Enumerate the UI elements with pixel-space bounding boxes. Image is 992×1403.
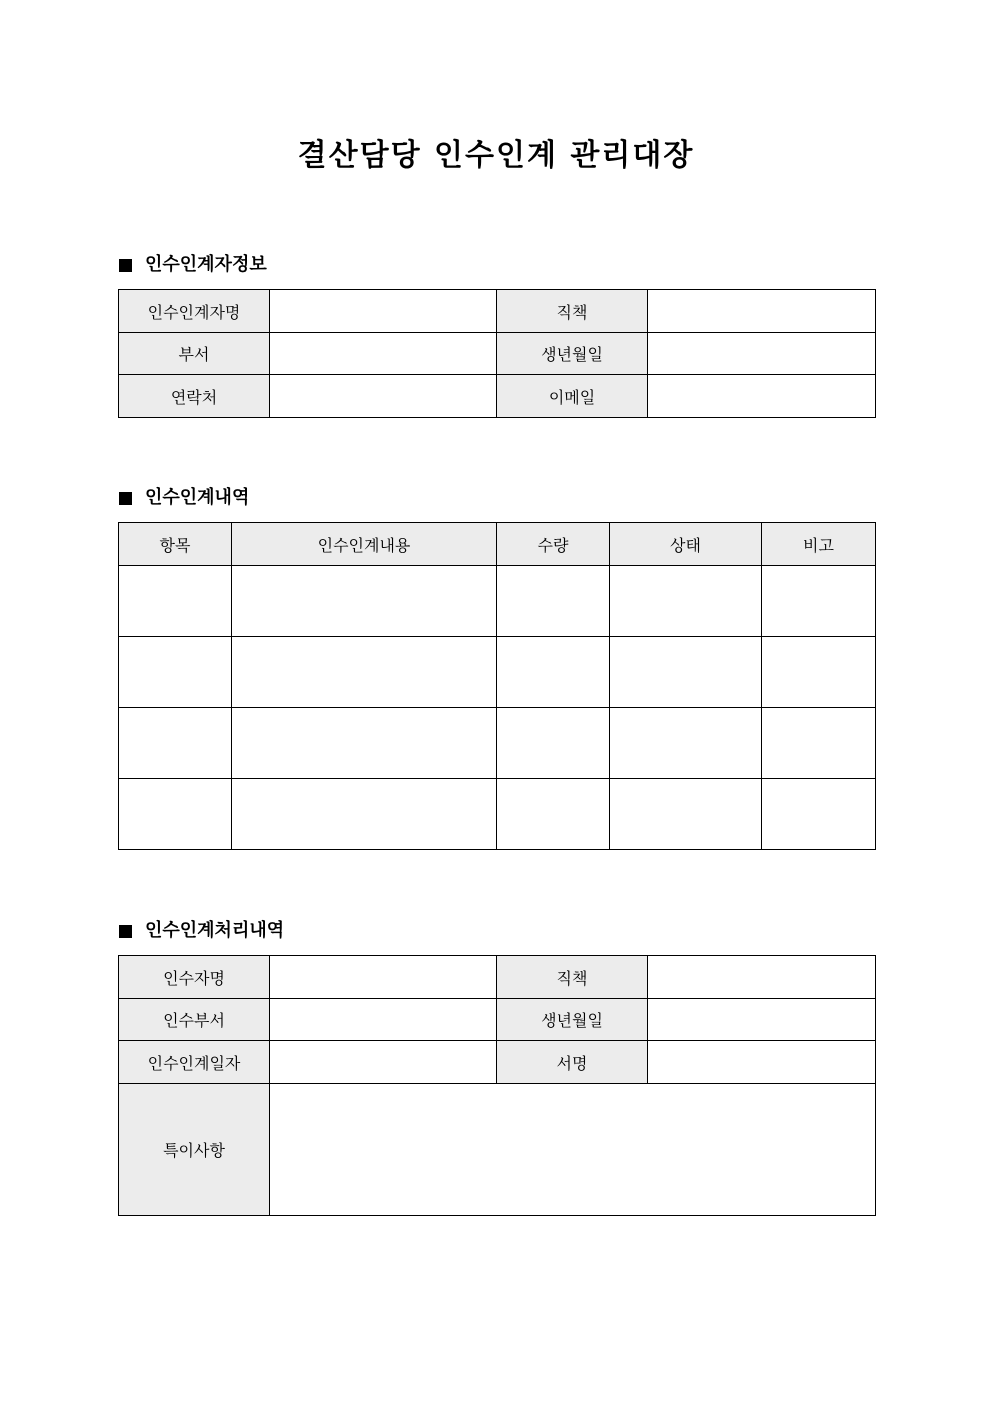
quantity-cell[interactable] — [497, 566, 610, 637]
table-row — [119, 333, 876, 375]
square-bullet-icon — [119, 259, 132, 272]
table-row — [119, 999, 876, 1041]
item-cell[interactable] — [119, 708, 232, 779]
document-title: 결산담당 인수인계 관리대장 — [297, 138, 695, 173]
receiver-position-field[interactable] — [648, 956, 876, 999]
table-row — [119, 1084, 876, 1216]
status-cell[interactable] — [610, 708, 762, 779]
label-email: 이메일 — [497, 375, 648, 418]
receiver-department-field[interactable] — [270, 999, 497, 1041]
section-heading-label: 인수인계처리내역 — [145, 920, 285, 941]
note-cell[interactable] — [762, 708, 876, 779]
note-cell[interactable] — [762, 566, 876, 637]
giver-name-field[interactable] — [270, 290, 497, 333]
status-cell[interactable] — [610, 779, 762, 850]
department-field[interactable] — [270, 333, 497, 375]
remarks-field[interactable] — [270, 1084, 876, 1216]
position-field[interactable] — [648, 290, 876, 333]
label-receiver-department: 인수부서 — [119, 999, 270, 1041]
label-position: 직책 — [497, 956, 648, 999]
section-heading-handover-items — [119, 485, 249, 511]
item-cell[interactable] — [119, 779, 232, 850]
column-header-content: 인수인계내용 — [232, 523, 497, 566]
content-cell[interactable] — [232, 708, 497, 779]
label-position: 직책 — [497, 290, 648, 333]
item-cell[interactable] — [119, 637, 232, 708]
section-heading-giver-info — [119, 252, 267, 278]
table-row — [119, 290, 876, 333]
giver-info-table — [118, 289, 876, 418]
section-heading-handover-processing — [119, 918, 284, 944]
label-remarks: 특이사항 — [119, 1084, 270, 1216]
table-row — [119, 566, 876, 637]
square-bullet-icon — [119, 925, 132, 938]
table-row — [119, 708, 876, 779]
email-field[interactable] — [648, 375, 876, 418]
column-header-quantity: 수량 — [497, 523, 610, 566]
square-bullet-icon — [119, 492, 132, 505]
section-heading-label: 인수인계내역 — [145, 487, 250, 508]
signature-field[interactable] — [648, 1041, 876, 1084]
receiver-name-field[interactable] — [270, 956, 497, 999]
column-header-note: 비고 — [762, 523, 876, 566]
content-cell[interactable] — [232, 779, 497, 850]
handover-date-field[interactable] — [270, 1041, 497, 1084]
table-row — [119, 375, 876, 418]
label-department: 부서 — [119, 333, 270, 375]
label-birthdate: 생년월일 — [497, 999, 648, 1041]
label-birthdate: 생년월일 — [497, 333, 648, 375]
receiver-birthdate-field[interactable] — [648, 999, 876, 1041]
quantity-cell[interactable] — [497, 779, 610, 850]
status-cell[interactable] — [610, 566, 762, 637]
table-row — [119, 637, 876, 708]
quantity-cell[interactable] — [497, 637, 610, 708]
label-handover-date: 인수인계일자 — [119, 1041, 270, 1084]
table-row — [119, 1041, 876, 1084]
label-giver-name: 인수인계자명 — [119, 290, 270, 333]
label-signature: 서명 — [497, 1041, 648, 1084]
label-contact: 연락처 — [119, 375, 270, 418]
section-heading-label: 인수인계자정보 — [145, 254, 267, 275]
content-cell[interactable] — [232, 637, 497, 708]
column-header-item: 항목 — [119, 523, 232, 566]
status-cell[interactable] — [610, 637, 762, 708]
table-row — [119, 779, 876, 850]
column-header-status: 상태 — [610, 523, 762, 566]
handover-items-table — [118, 522, 876, 850]
handover-processing-table — [118, 955, 876, 1216]
label-receiver-name: 인수자명 — [119, 956, 270, 999]
note-cell[interactable] — [762, 637, 876, 708]
birthdate-field[interactable] — [648, 333, 876, 375]
table-header-row — [119, 523, 876, 566]
table-row — [119, 956, 876, 999]
contact-field[interactable] — [270, 375, 497, 418]
content-cell[interactable] — [232, 566, 497, 637]
quantity-cell[interactable] — [497, 708, 610, 779]
note-cell[interactable] — [762, 779, 876, 850]
item-cell[interactable] — [119, 566, 232, 637]
